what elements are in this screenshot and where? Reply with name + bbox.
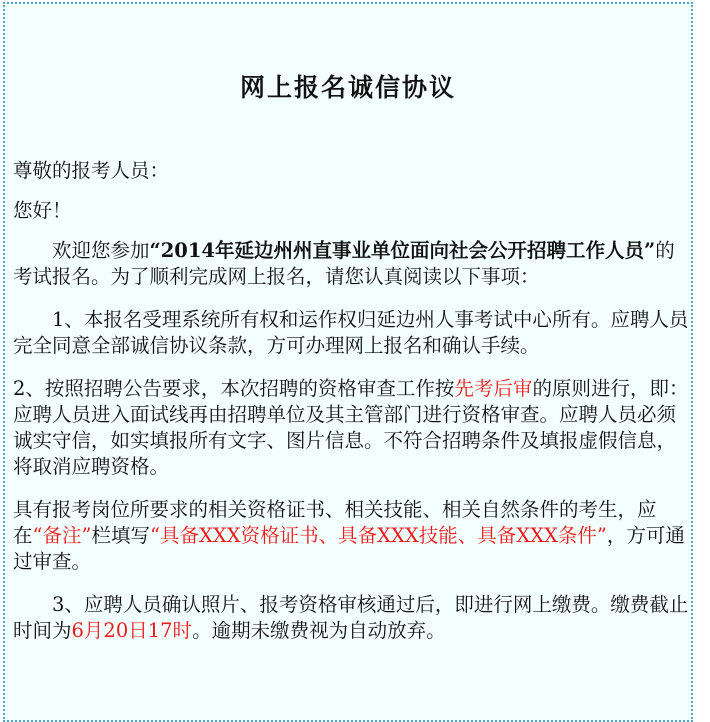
note-before: 具有报考岗位所要求的相关资格证书、相关技能、相关自然条件的考生，应在 — [13, 498, 657, 547]
agreement-content — [13, 158, 689, 644]
greeting: 您好！ — [13, 199, 72, 222]
page-title: 网上报名诚信协议 — [239, 73, 456, 102]
exam-name: “2014年延边州州直事业单位面向社会公开招聘工作人员” — [149, 239, 656, 262]
intro-after: 的考试报名。为了顺利完成网上报名，请您认真阅读以下事项： — [13, 239, 675, 288]
note-field-name: “备注” — [32, 524, 92, 547]
item-3 — [13, 592, 689, 644]
note-example: “具备XXX资格证书、具备XXX技能、具备XXX条件” — [149, 524, 607, 547]
intro-before: 欢迎您参加 — [52, 239, 150, 262]
item-2 — [13, 376, 689, 480]
intro-paragraph — [13, 238, 689, 290]
item-2-highlight: 先考后审 — [454, 377, 533, 400]
salutation: 尊敬的报考人员： — [13, 159, 170, 182]
note-middle: 栏填写 — [91, 524, 150, 547]
item-2-before: 2、按照招聘公告要求，本次招聘的资格审查工作按 — [13, 377, 455, 400]
item-3-after: 。逾期未缴费视为自动放弃。 — [192, 619, 446, 642]
item-3-before: 3、应聘人员确认照片、报考资格审核通过后，即进行网上缴费。缴费截止时间为 — [13, 593, 689, 642]
item-2-after: 的原则进行，即：应聘人员进入面试线再由招聘单位及其主管部门进行资格审查。应聘人员必须诚实守信，如实填报所有文字、图片信息。不符合招聘条件及填报虚假信息，将取消应聘资格。 — [13, 377, 689, 478]
item-1: 1、本报名受理系统所有权和运作权归延边州人事考试中心所有。应聘人员完全同意全部诚信协议条款，方可办理网上报名和确认手续。 — [13, 308, 689, 357]
note-paragraph — [13, 497, 689, 575]
agreement-panel — [3, 2, 693, 722]
payment-deadline: 6月20日17时 — [71, 619, 193, 642]
note-after: ，方可通过审查。 — [13, 524, 685, 573]
